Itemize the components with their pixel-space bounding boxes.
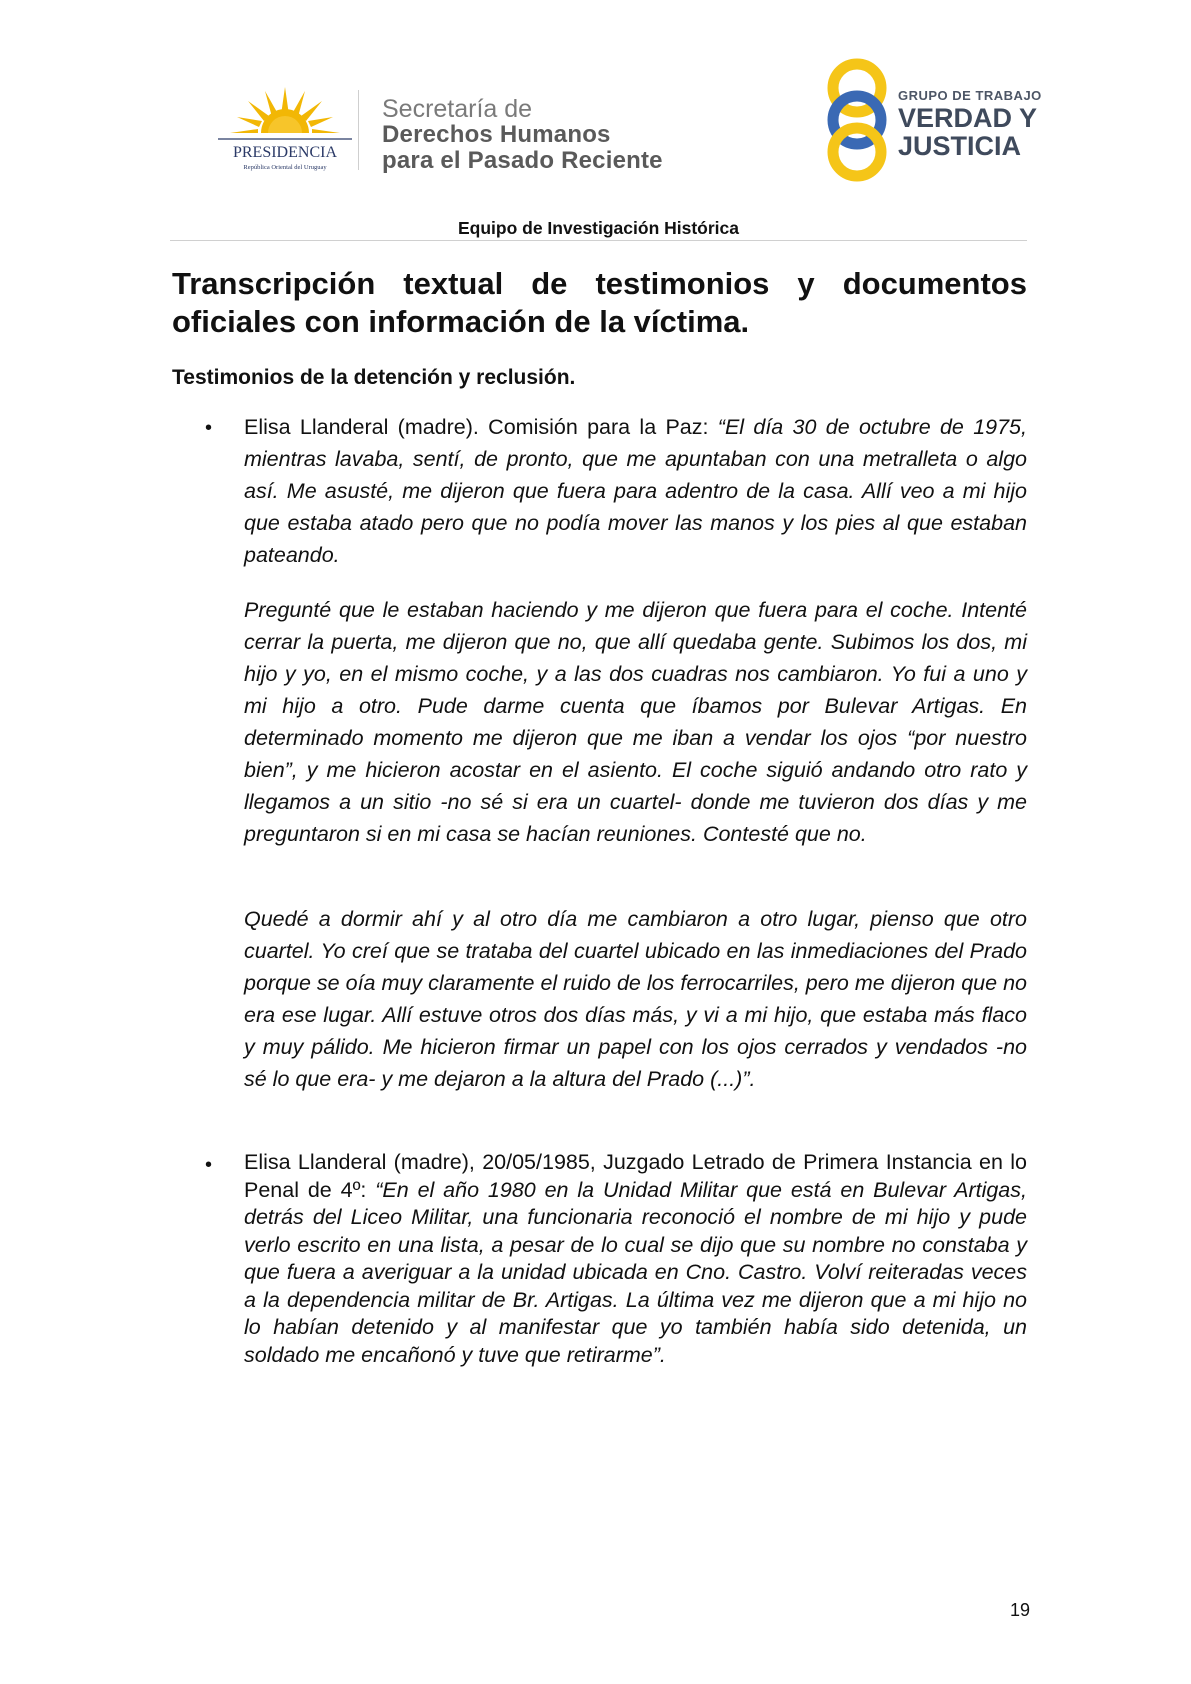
testimony-1-paragraph-3: Quedé a dormir ahí y al otro día me cambiaron a otro lugar, pienso que otro cuartel. Yo creí que se trataba del cuartel ubicado en las inmediaciones del Prado porque se oía muy claramente el ruido de los ferrocarriles, pero me dijeron que no era ese lugar. Allí estuve otros dos días más, y vi a mi hijo, que estaba más flaco y muy pálido. Me hicieron firmar un papel con los ojos cerrados y vendados -no sé lo que era- y me dejaron a la altura del Prado (...)”. [244,907,1027,1091]
testimony-2-quote: “En el año 1980 en la Unidad Militar que está en Bulevar Artigas, detrás del Liceo Militar, una funcionaria reconoció el nombre de mi hijo y pude verlo escrito en una lista, a pesar de lo cual se dijo que su nombre no constaba y que fuera a averiguar a la unidad ubicada en Cno. Castro. Volví reiteradas veces a la dependencia militar de Br. Artigas. La última vez me dijeron que a mi hijo no lo habían detenido y al manifestar que yo también había sido detenida, un soldado me encañonó y tuve que retirarme”. [244,1177,1027,1367]
presidencia-country: República Oriental del Uruguay [243,164,327,171]
page-header [0,0,1191,238]
secretaria-wordmark [382,96,663,174]
team-heading: Equipo de Investigación Histórica [457,218,740,238]
document-title: Transcripción textual de testimonios y documentos oficiales con información de la víctima. [172,266,1027,339]
presidencia-name: PRESIDENCIA [232,144,338,161]
testimony-1-paragraph-1 [244,411,1027,571]
grupo-trabajo-wordmark [898,88,1042,160]
justicia-label: JUSTICIA [898,131,1022,161]
testimony-2-intro: Elisa Llanderal (madre), 20/05/1985, Juzgado Letrado de Primera Instancia en lo Penal de 4º: [244,1150,1027,1202]
testimony-2-paragraph [244,1149,1027,1369]
verdad-label: VERDAD Y [898,103,1038,133]
sun-emblem-icon [210,85,360,175]
secretaria-line-2: Derechos Humanos [382,121,611,148]
grupo-trabajo-label: GRUPO DE TRABAJO [898,88,1042,103]
interlocked-rings-icon [822,58,892,182]
testimony-1-paragraph-2: Pregunté que le estaban haciendo y me dijeron que fuera para el coche. Intenté cerrar la puerta, me dijeron que no, que allí quedaba gente. Subimos los dos, mi hijo y yo, en el mismo coche, y a las dos cuadras nos cambiaron. Yo fui a uno y mi hijo a otro. Pude darme cuenta que íbamos por Bulevar Artigas. En determinado momento me dijeron que me iban a vendar los ojos “por nuestro bien”, y me hicieron acostar en el asiento. El coche siguió andando otro rato y llegamos a un sitio -no sé si era un cuartel- donde me tuvieron dos días y me preguntaron si en mi casa se hacían reuniones. Contesté que no. [244,598,1027,846]
bullet-marker: • [205,1154,213,1176]
secretaria-line-3: para el Pasado Reciente [382,147,663,174]
presidencia-logo [210,85,360,175]
bullet-marker: • [205,417,213,439]
section-subtitle: Testimonios de la detención y reclusión. [172,366,576,389]
header-rule [170,240,1027,241]
page-number: 19 [1009,1600,1030,1620]
testimony-1-intro: Elisa Llanderal (madre). Comisión para la Paz: [244,415,718,439]
secretaria-line-1: Secretaría de [382,95,533,123]
header-divider [358,90,359,170]
testimony-1-quote-1: “El día 30 de octubre de 1975, mientras lavaba, sentí, de pronto, que me apuntaban con una metralleta o algo así. Me asusté, me dijeron que fuera para adentro de la casa. Allí veo a mi hijo que estaba atado pero que no podía mover las manos y los pies al que estaban pateando. [244,415,1027,567]
